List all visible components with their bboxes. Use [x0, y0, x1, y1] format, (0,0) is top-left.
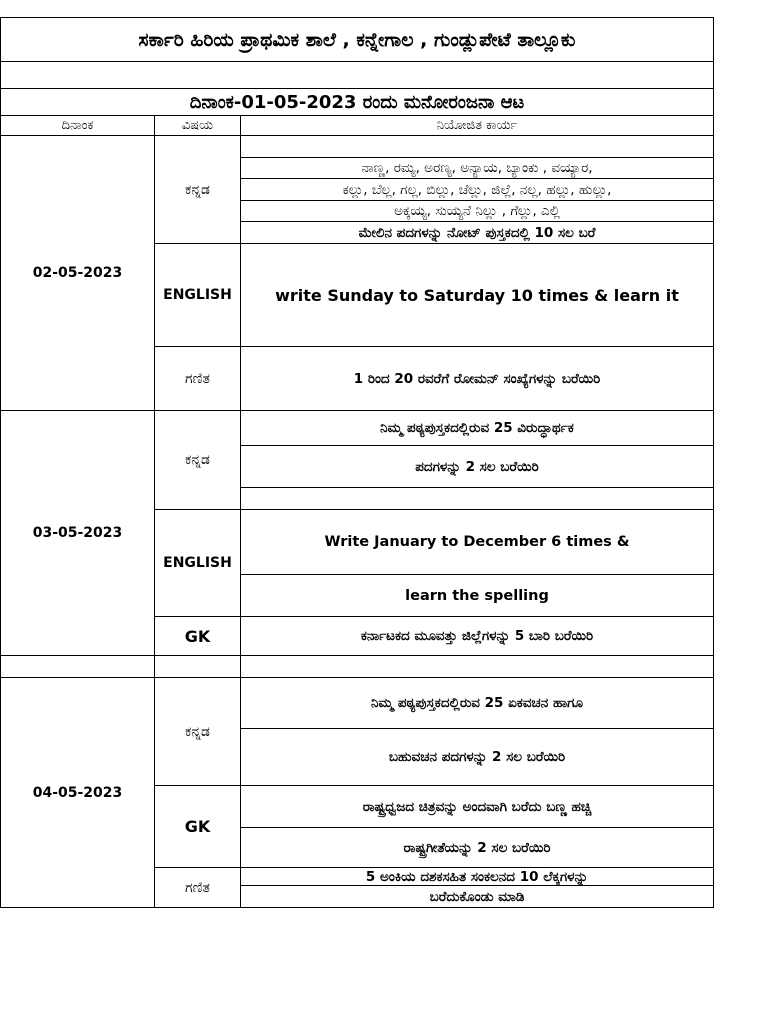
task-cell: ನಾಣ್ಣ, ರಮ್ಯ, ಅರಣ್ಯ, ಅನ್ಯಾಯ, ಬ್ಯಾಂಕು , ವಯ್ಯಾರ, [361, 160, 593, 176]
task-cell: ಪದಗಳನ್ನು 2 ಸಲ ಬರೆಯಿರಿ [415, 458, 539, 475]
task-cell: ಬಹುವಚನ ಪದಗಳನ್ನು 2 ಸಲ ಬರೆಯಿರಿ [388, 749, 566, 765]
subject-cell: ENGLISH [163, 287, 232, 303]
subject-cell: ಗಣಿತ [185, 370, 210, 387]
task-cell: ಕರ್ನಾಟಕದ ಮೂವತ್ತು ಜಿಲ್ಲೆಗಳನ್ನು 5 ಬಾರಿ ಬರೆಯಿರಿ [360, 628, 594, 644]
subject-cell: ENGLISH [163, 555, 232, 571]
task-cell: 1 ರಿಂದ 20 ರವರೆಗೆ ರೋಮನ್ ಸಂಖ್ಯೆಗಳನ್ನು ಬರೆಯಿರಿ [353, 370, 601, 387]
subject-cell: ಗಣಿತ [185, 879, 210, 896]
task-cell: ಮೇಲಿನ ಪದಗಳನ್ನು ನೋಟ್ ಪುಸ್ತಕದಲ್ಲಿ 10 ಸಲ ಬರೆ [358, 224, 596, 241]
subject-cell: GK [184, 817, 211, 836]
subject-cell: ಕನ್ನಡ [185, 181, 210, 198]
grid-line [0, 655, 714, 656]
school-title: ಸರ್ಕಾರಿ ಹಿರಿಯ ಪ್ರಾಥಮಿಕ ಶಾಲೆ , ಕನ್ನೇಗಾಲ , ಗುಂಡ್ಲುಪೇಟೆ ತಾಲ್ಲೂಕು [138, 28, 576, 51]
task-cell: Write January to December 6 times & [324, 534, 630, 550]
subject-cell: ಕನ್ನಡ [185, 452, 210, 468]
grid-line [0, 907, 714, 908]
date-cell: 02-05-2023 [32, 265, 123, 281]
subject-cell: ಕನ್ನಡ [185, 723, 210, 740]
date-cell: 03-05-2023 [32, 525, 123, 541]
task-cell: ನಿಮ್ಮ ಪಠ್ಯಪುಸ್ತಕದಲ್ಲಿರುವ 25 ವಿರುದ್ಧಾರ್ಥಕ [380, 420, 574, 436]
grid-line [240, 487, 714, 488]
header-task: ನಿಯೋಜಿತ ಕಾರ್ಯ [436, 118, 518, 133]
task-cell: ನಿಮ್ಮ ಪಠ್ಯಪುಸ್ತಕದಲ್ಲಿರುವ 25 ಏಕವಚನ ಹಾಗೂ [370, 695, 584, 711]
header-date: ದಿನಾಂಕ [61, 118, 94, 133]
subtitle: ದಿನಾಂಕ-01-05-2023 ರಂದು ಮನೋರಂಜನಾ ಆಟ [189, 91, 525, 113]
grid-line [0, 61, 714, 62]
header-subject: ವಿಷಯ [181, 118, 214, 133]
task-cell: ಅಕ್ಕಯ್ಯ, ಸುಯ್ಯನೆ ನಿಲ್ಲು , ಗೆಲ್ಲು, ಎಲ್ಲಿ [394, 203, 560, 219]
task-cell: learn the spelling [405, 587, 549, 604]
task-cell: 5 ಅಂಕಿಯ ದಶಕಸಹಿತ ಸಂಕಲನದ 10 ಲೆಕ್ಕಗಳನ್ನು [365, 868, 589, 885]
date-cell: 04-05-2023 [32, 784, 123, 801]
grid-line [713, 17, 714, 908]
task-cell: write Sunday to Saturday 10 times & learn it [275, 285, 679, 305]
task-cell: ರಾಷ್ಟ್ರಗೀತೆಯನ್ನು 2 ಸಲ ಬರೆಯಿರಿ [403, 839, 551, 856]
subject-cell: GK [184, 626, 211, 646]
task-cell: ಕಲ್ಲು, ಬೆಲ್ಲ, ಗಲ್ಲ, ಬಿಲ್ಲು, ಚೆಲ್ಲು, ಜಿಲ್ಲೆ, ನಲ್ಲ, ಹಲ್ಲು, ಹುಲ್ಲು, [342, 181, 612, 198]
task-cell: ಬರೆದುಕೊಂಡು ಮಾಡಿ [429, 888, 525, 905]
task-cell: ರಾಷ್ಟ್ರಧ್ವಜದ ಚಿತ್ರವನ್ನು ಅಂದವಾಗಿ ಬರೆದು ಬಣ್ಣ ಹಚ್ಚಿ [362, 798, 592, 815]
